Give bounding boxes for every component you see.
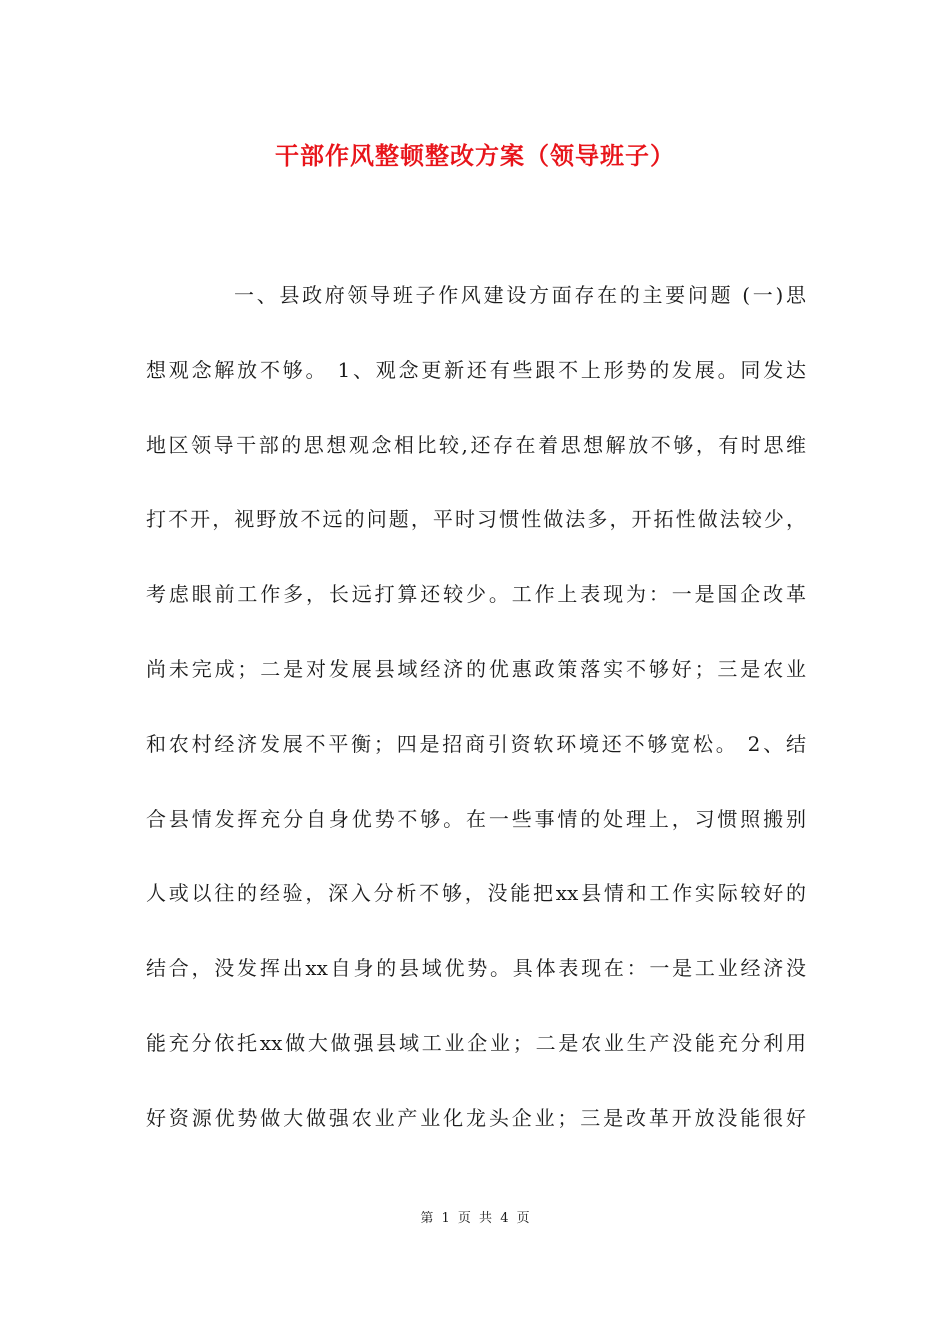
- body-line: 一、县政府领导班子作风建设方面存在的主要问题 (一)思: [234, 283, 806, 307]
- body-line: 人或以往的经验，深入分析不够，没能把xx县情和工作实际较好的: [146, 881, 806, 906]
- body-line: 和农村经济发展不平衡；四是招商引资软环境还不够宽松。 2、结: [146, 731, 806, 756]
- document-title: 干部作风整顿整改方案（领导班子）: [275, 141, 675, 170]
- body-line: 打不开，视野放不远的问题，平时习惯性做法多，开拓性做法较少，: [146, 507, 806, 532]
- body-line: 好资源优势做大做强农业产业化龙头企业；三是改革开放没能很好: [146, 1105, 806, 1130]
- body-line: 地区领导干部的思想观念相比较,还存在着思想解放不够，有时思维: [146, 432, 806, 457]
- body-line: 想观念解放不够。 1、观念更新还有些跟不上形势的发展。同发达: [146, 357, 806, 382]
- body-line: 结合，没发挥出xx自身的县域优势。具体表现在：一是工业经济没: [146, 956, 806, 981]
- page-footer: 第 1 页 共 4 页: [420, 1211, 530, 1226]
- document-body: [146, 270, 806, 1168]
- body-line: 考虑眼前工作多，长远打算还较少。工作上表现为：一是国企改革: [146, 582, 806, 607]
- body-line: 尚未完成；二是对发展县域经济的优惠政策落实不够好；三是农业: [146, 656, 806, 681]
- body-line: 合县情发挥充分自身优势不够。在一些事情的处理上，习惯照搬别: [146, 806, 806, 831]
- body-line: 能充分依托xx做大做强县域工业企业；二是农业生产没能充分利用: [146, 1030, 806, 1055]
